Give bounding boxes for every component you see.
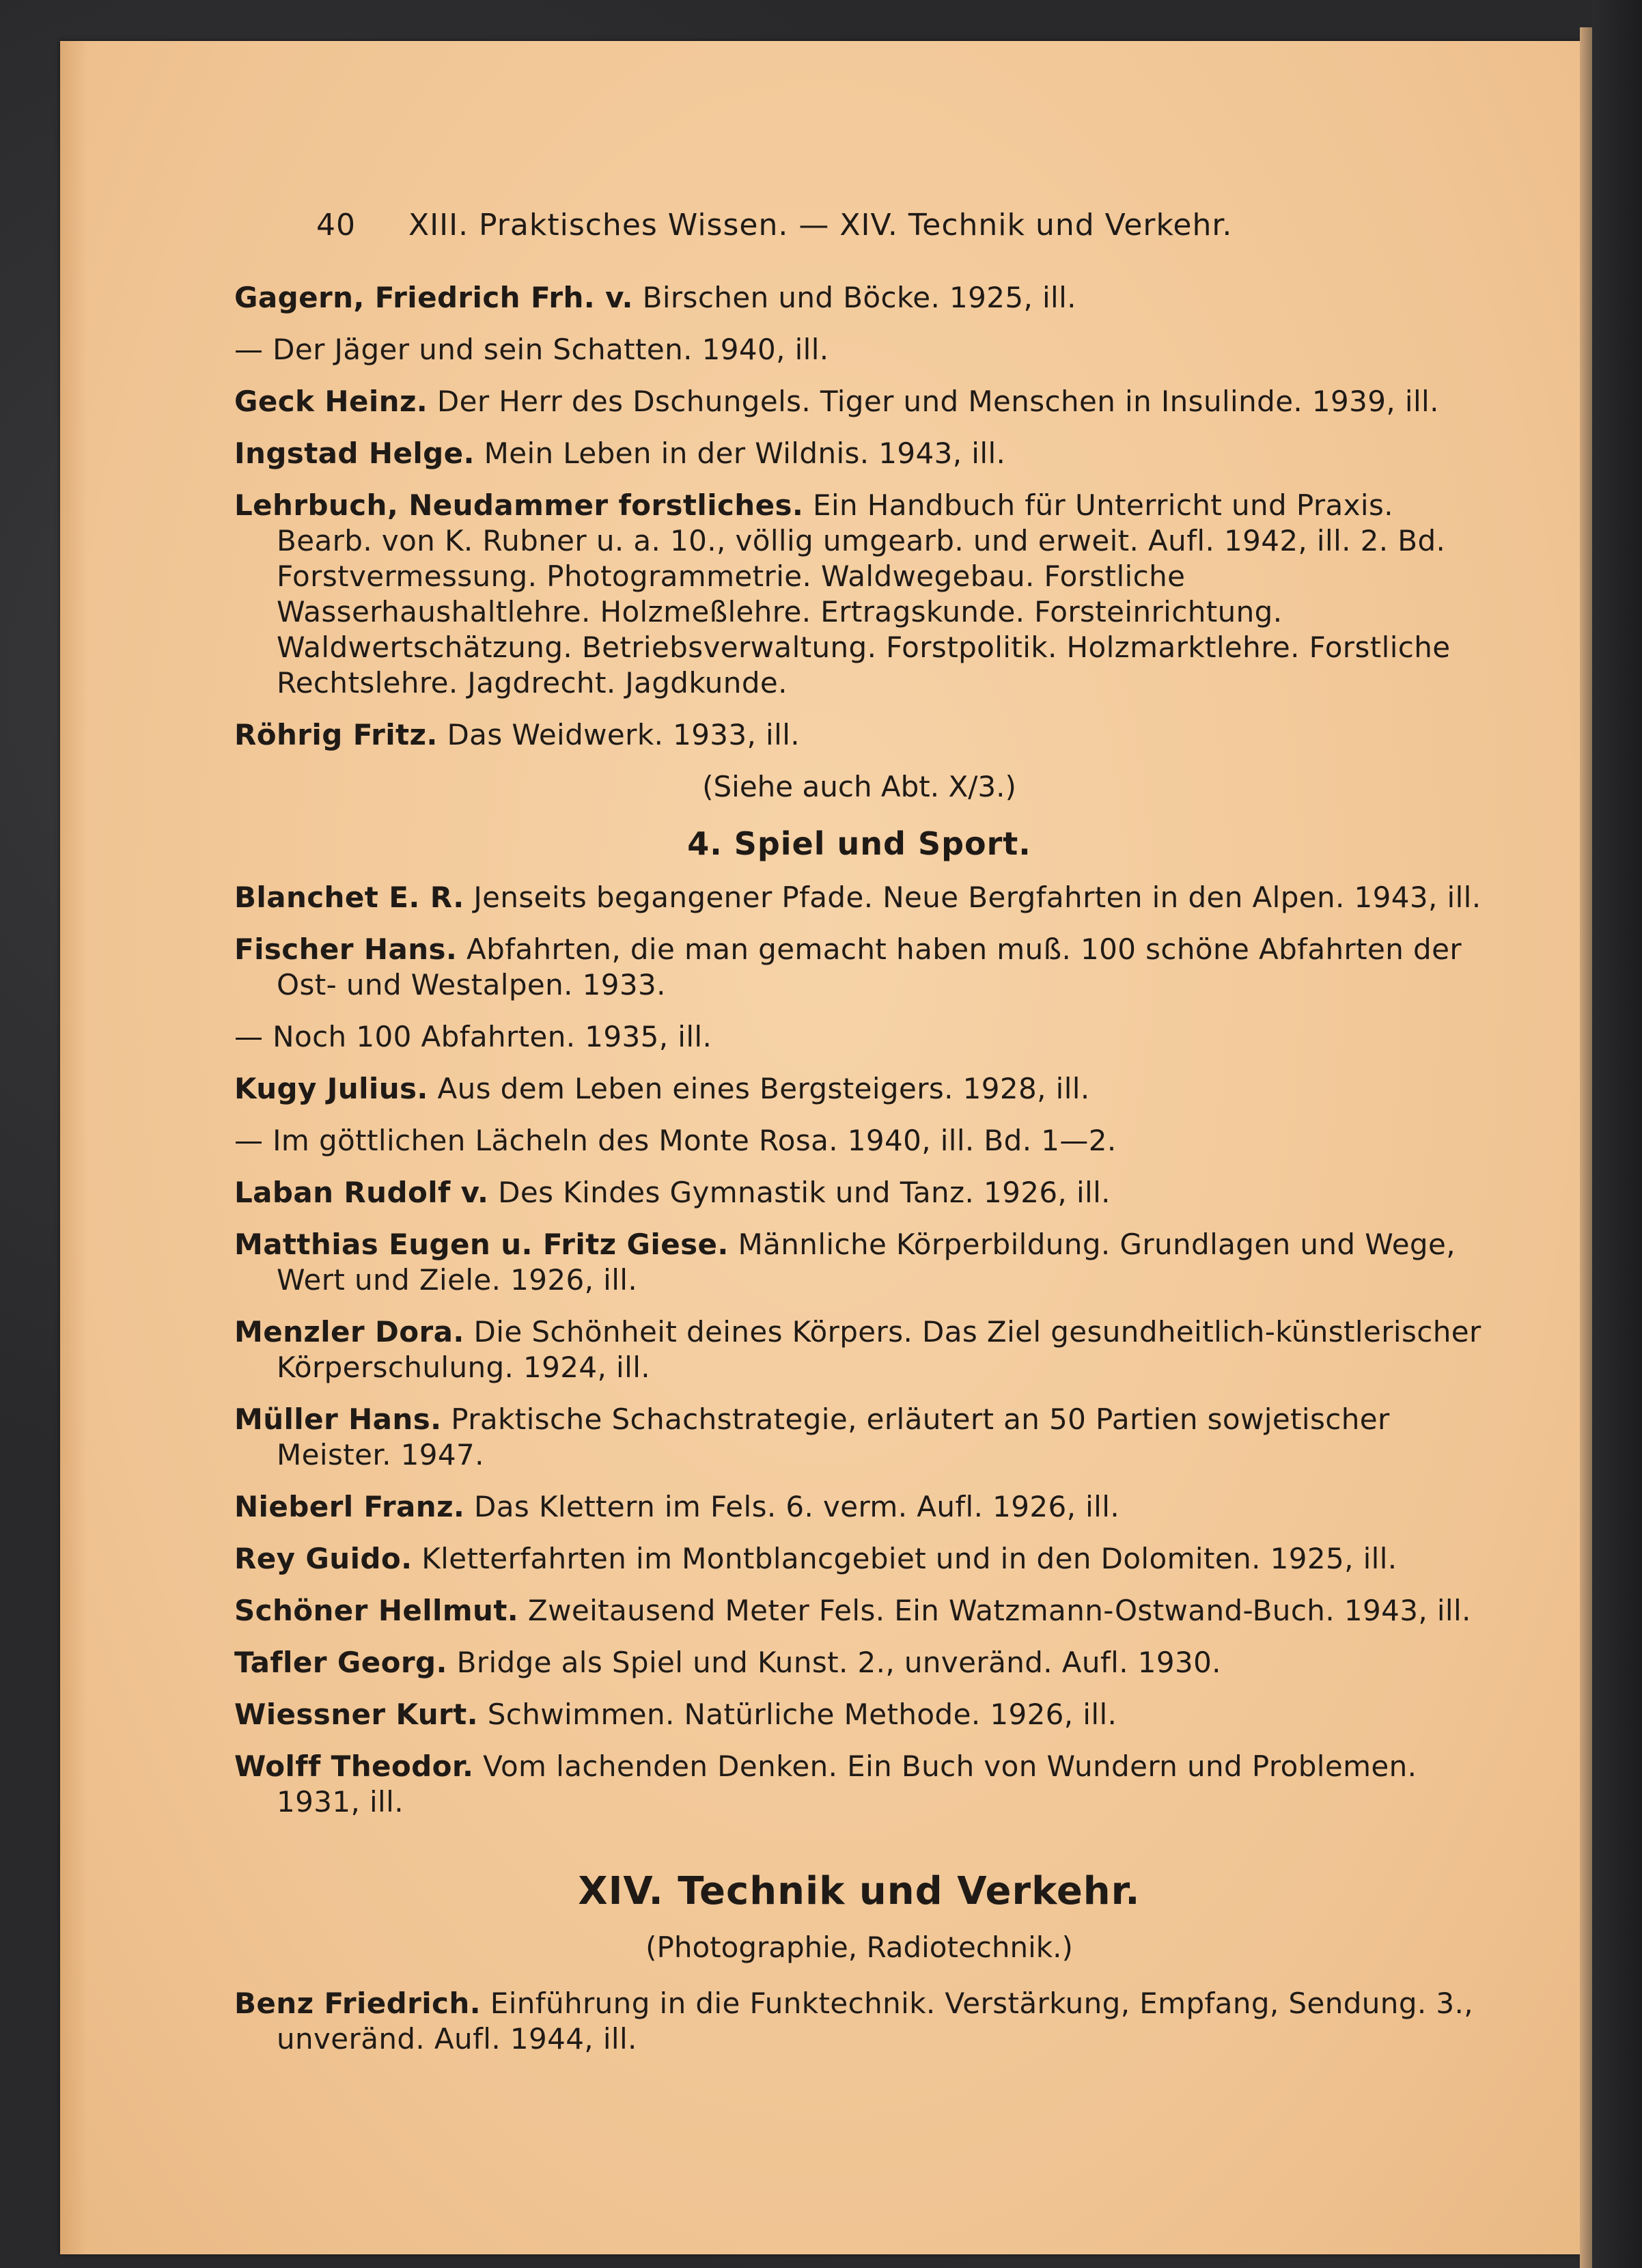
entry-text: Birschen und Böcke. 1925, ill. bbox=[632, 281, 1076, 314]
entry-text: Des Kindes Gymnastik und Tanz. 1926, ill. bbox=[488, 1176, 1111, 1209]
entry-text: Mein Leben in der Wildnis. 1943, ill. bbox=[474, 437, 1006, 470]
bibliography-entry bbox=[234, 1749, 1484, 1820]
bibliography-entry bbox=[234, 436, 1484, 471]
entry-author: Gagern, Friedrich Frh. v. bbox=[234, 281, 633, 314]
entry-list-section-3 bbox=[234, 280, 1484, 753]
entry-text: Das Weidwerk. 1933, ill. bbox=[437, 718, 801, 751]
entry-text: Ein Handbuch für Unterricht und Praxis. Bearb. von K. Rubner u. a. 10., völlig umgearb. und erweit. Aufl. 1942, ill. 2. Bd. Forstvermessung. Photogrammetrie. Waldwegebau. Forstliche Wasserhaushaltlehre. Holzmeßlehre. Ertragskunde. Forsteinrichtung. Waldwertschätzung. Betriebsverwaltung. Forstpolitik. Holzmarktlehre. Forstliche Rechtslehre. Jagdrecht. Jagdkunde. bbox=[277, 488, 1451, 700]
entry-author: Kugy Julius. bbox=[234, 1072, 428, 1105]
see-also-note: (Siehe auch Abt. X/3.) bbox=[702, 770, 1016, 803]
bibliography-entry bbox=[234, 384, 1484, 419]
bibliography-entry bbox=[234, 1593, 1484, 1629]
bibliography-entry bbox=[234, 280, 1484, 316]
bibliography-entry bbox=[234, 1314, 1484, 1385]
entry-author: Blanchet E. R. bbox=[234, 881, 464, 914]
chapter-heading-xiv: XIV. Technik und Verkehr. bbox=[578, 1869, 1141, 1913]
bibliography-entry bbox=[234, 1986, 1484, 2057]
entry-text: Jenseits begangener Pfade. Neue Bergfahrten in den Alpen. 1943, ill. bbox=[464, 881, 1481, 914]
entry-author: Wiessner Kurt. bbox=[234, 1698, 478, 1731]
entry-text: Kletterfahrten im Montblancgebiet und in den Dolomiten. 1925, ill. bbox=[412, 1542, 1397, 1575]
page-edge bbox=[1580, 27, 1592, 2268]
entry-author: Rey Guido. bbox=[234, 1542, 413, 1575]
entry-list-chapter-xiv bbox=[234, 1986, 1484, 2057]
entry-text: Praktische Schachstrategie, erläutert an 50 Partien sowjetischer Meister. 1947. bbox=[277, 1402, 1390, 1471]
entry-text: Aus dem Leben eines Bergsteigers. 1928, ill. bbox=[428, 1072, 1090, 1105]
entry-author: Geck Heinz. bbox=[234, 385, 428, 418]
entry-author: Röhrig Fritz. bbox=[234, 718, 438, 751]
entry-text: Einführung in die Funktechnik. Verstärkung, Empfang, Sendung. 3., unveränd. Aufl. 1944, ill. bbox=[277, 1987, 1474, 2056]
bibliography-entry bbox=[234, 1402, 1484, 1473]
entries bbox=[234, 280, 1484, 2073]
page-number: 40 bbox=[316, 208, 356, 243]
book-page bbox=[60, 41, 1580, 2254]
entry-author: Nieberl Franz. bbox=[234, 1490, 465, 1523]
bibliography-entry bbox=[234, 1645, 1484, 1681]
entry-author: Laban Rudolf v. bbox=[234, 1176, 489, 1209]
entry-text: — Im göttlichen Lächeln des Monte Rosa. 1940, ill. Bd. 1—2. bbox=[234, 1124, 1117, 1157]
running-head-title: XIII. Praktisches Wissen. — XIV. Technik und Verkehr. bbox=[408, 208, 1233, 243]
bibliography-entry bbox=[234, 488, 1484, 701]
entry-author: Tafler Georg. bbox=[234, 1646, 447, 1679]
bibliography-entry bbox=[234, 932, 1484, 1003]
chapter-subtitle: (Photographie, Radiotechnik.) bbox=[645, 1931, 1073, 1964]
book-gutter bbox=[1592, 0, 1642, 2268]
entry-text: Männliche Körperbildung. Grundlagen und Wege, Wert und Ziele. 1926, ill. bbox=[277, 1228, 1456, 1297]
entry-author: Matthias Eugen u. Fritz Giese. bbox=[234, 1228, 729, 1261]
bibliography-entry bbox=[234, 1697, 1484, 1732]
entry-author: Benz Friedrich. bbox=[234, 1987, 481, 2020]
entry-text: Vom lachenden Denken. Ein Buch von Wundern und Problemen. 1931, ill. bbox=[277, 1750, 1417, 1818]
entry-author: Schöner Hellmut. bbox=[234, 1594, 519, 1627]
entry-text: Abfahrten, die man gemacht haben muß. 100 schöne Abfahrten der Ost- und Westalpen. 1933. bbox=[277, 932, 1462, 1001]
bibliography-entry bbox=[234, 1071, 1484, 1107]
entry-author: Menzler Dora. bbox=[234, 1315, 464, 1349]
bibliography-entry bbox=[234, 880, 1484, 915]
entry-text: — Noch 100 Abfahrten. 1935, ill. bbox=[234, 1020, 712, 1053]
bibliography-entry bbox=[234, 1019, 1484, 1055]
entry-text: — Der Jäger und sein Schatten. 1940, ill. bbox=[234, 333, 829, 366]
entry-text: Bridge als Spiel und Kunst. 2., unveränd. Aufl. 1930. bbox=[447, 1646, 1221, 1679]
entry-text: Die Schönheit deines Körpers. Das Ziel gesundheitlich-künstlerischer Körperschulung. 1924, ill. bbox=[277, 1315, 1481, 1384]
entry-text: Das Klettern im Fels. 6. verm. Aufl. 1926, ill. bbox=[464, 1490, 1120, 1523]
entry-text: Zweitausend Meter Fels. Ein Watzmann-Ostwand-Buch. 1943, ill. bbox=[518, 1594, 1471, 1627]
bibliography-entry bbox=[234, 332, 1484, 368]
entry-author: Lehrbuch, Neudammer forstliches. bbox=[234, 488, 804, 522]
entry-author: Fischer Hans. bbox=[234, 932, 458, 966]
bibliography-entry bbox=[234, 1541, 1484, 1577]
entry-author: Wolff Theodor. bbox=[234, 1750, 474, 1783]
entry-author: Ingstad Helge. bbox=[234, 437, 475, 470]
bibliography-entry bbox=[234, 1227, 1484, 1298]
bibliography-entry bbox=[234, 1489, 1484, 1525]
bibliography-entry bbox=[234, 717, 1484, 753]
bibliography-entry bbox=[234, 1175, 1484, 1211]
entry-text: Der Herr des Dschungels. Tiger und Menschen in Insulinde. 1939, ill. bbox=[428, 385, 1439, 418]
running-head bbox=[316, 208, 1512, 243]
entry-author: Müller Hans. bbox=[234, 1402, 442, 1436]
bibliography-entry bbox=[234, 1123, 1484, 1159]
section-heading-spiel-und-sport: 4. Spiel und Sport. bbox=[687, 825, 1031, 862]
entry-list-section-4 bbox=[234, 880, 1484, 1820]
entry-text: Schwimmen. Natürliche Methode. 1926, ill. bbox=[477, 1698, 1117, 1731]
